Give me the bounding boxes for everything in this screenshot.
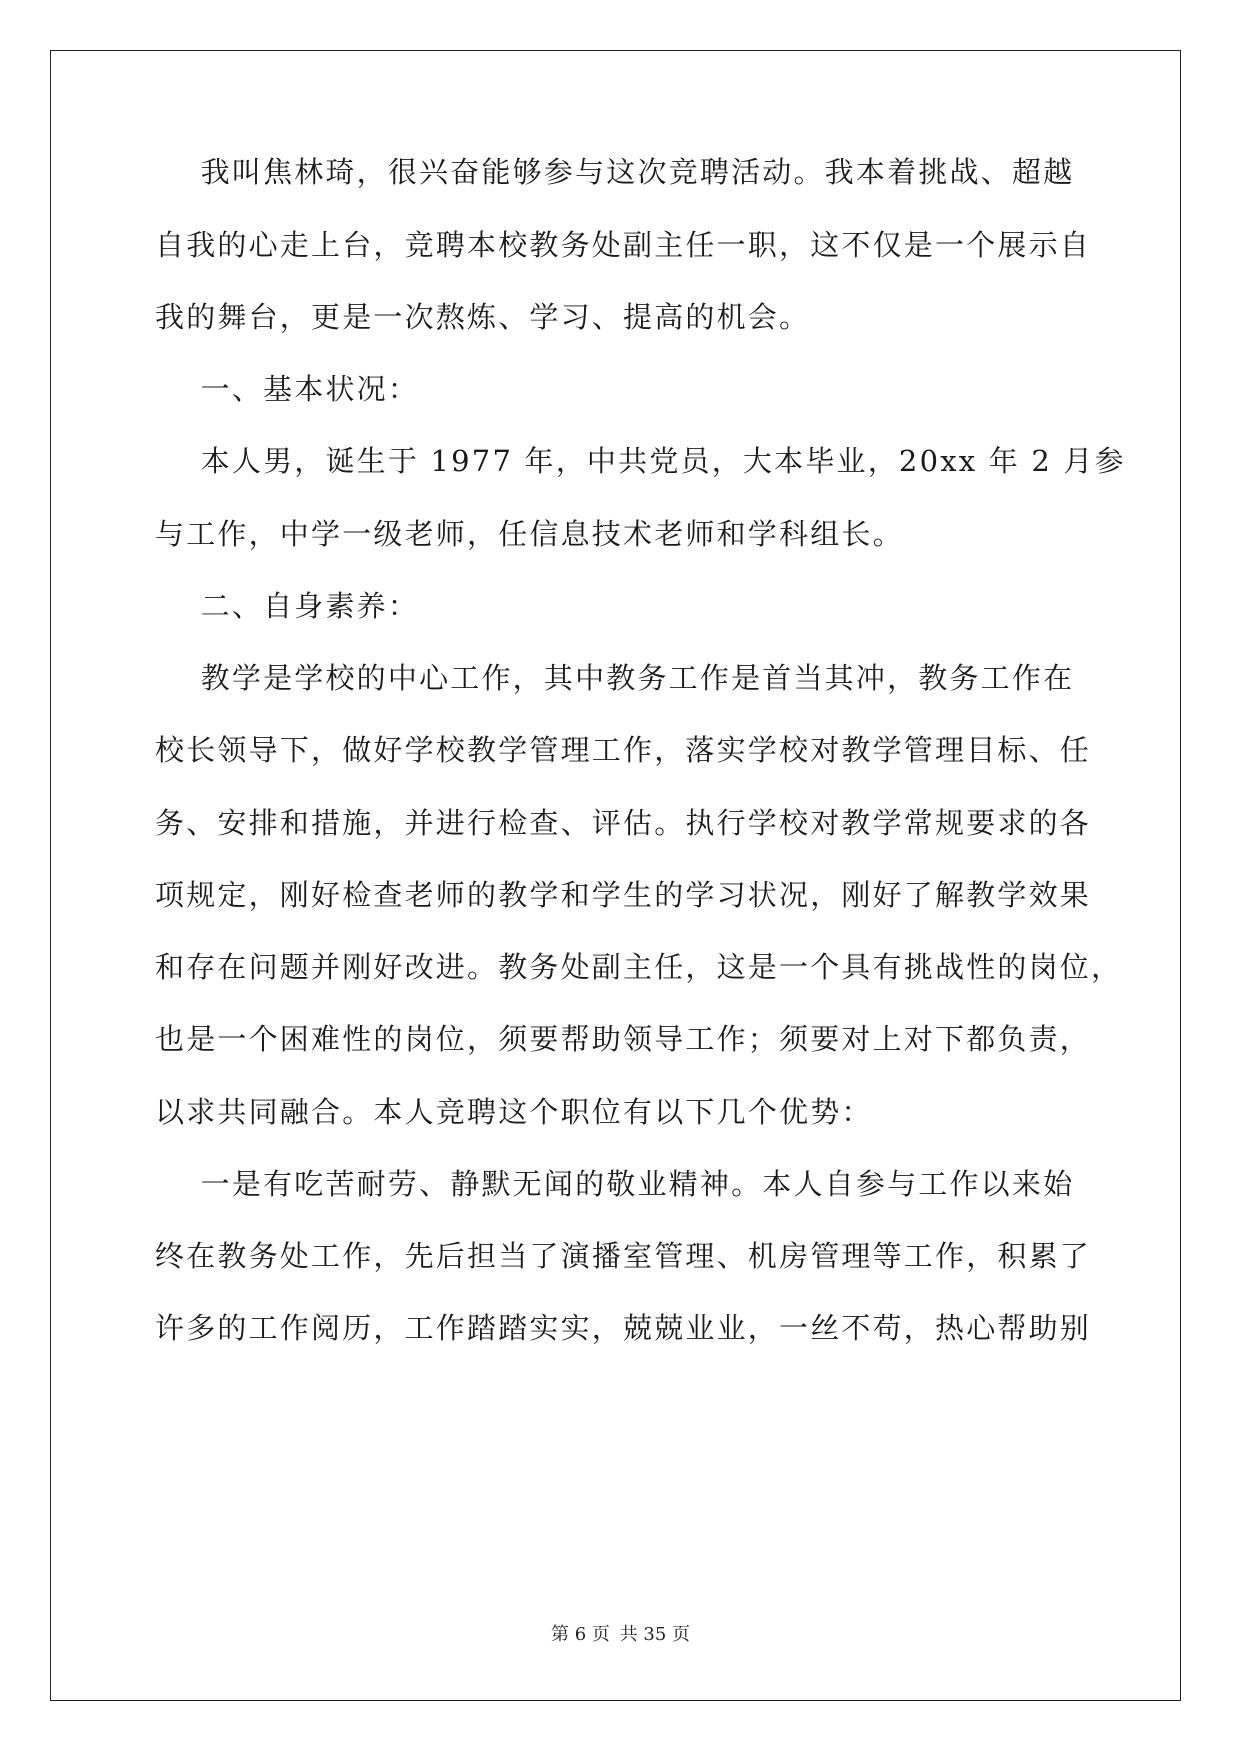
- text-line: 以求共同融合。本人竞聘这个职位有以下几个优势：: [155, 1095, 873, 1129]
- text-line: 项规定，刚好检查老师的教学和学生的学习状况，刚好了解教学效果: [155, 878, 1092, 912]
- text-line: 务、安排和措施，并进行检查、评估。执行学校对教学常规要求的各: [155, 806, 1092, 840]
- text-line: 校长领导下，做好学校教学管理工作，落实学校对教学管理目标、任: [155, 733, 1092, 767]
- section-heading: 一、基本状况：: [155, 372, 420, 406]
- text-line: 也是一个困难性的岗位，须要帮助领导工作；须要对上对下都负责，: [155, 1022, 1092, 1056]
- text-line: 终在教务处工作，先后担当了演播室管理、机房管理等工作，积累了: [155, 1239, 1092, 1273]
- text-line: 许多的工作阅历，工作踏踏实实，兢兢业业，一丝不苟，热心帮助别: [155, 1311, 1092, 1345]
- text-line: 我叫焦林琦，很兴奋能够参与这次竞聘活动。我本着挑战、超越: [155, 155, 1075, 189]
- page-number: 第 6 页: [551, 1624, 610, 1645]
- text-line: 与工作，中学一级老师，任信息技术老师和学科组长。: [155, 517, 904, 551]
- page-total: 共 35 页: [619, 1624, 690, 1645]
- text-line: 和存在问题并刚好改进。教务处副主任，这是一个具有挑战性的岗位，: [155, 950, 1123, 984]
- text-line: 本人男，诞生于 1977 年，中共党员，大本毕业，20xx 年 2 月参: [155, 444, 1126, 478]
- text-line: 一是有吃苦耐劳、静默无闻的敬业精神。本人自参与工作以来始: [155, 1167, 1075, 1201]
- text-line: 我的舞台，更是一次熬炼、学习、提高的机会。: [155, 300, 811, 334]
- text-line: 教学是学校的中心工作，其中教务工作是首当其冲，教务工作在: [155, 661, 1075, 695]
- text-line: 自我的心走上台，竞聘本校教务处副主任一职，这不仅是一个展示自: [155, 228, 1092, 262]
- section-heading: 二、自身素养：: [155, 589, 420, 623]
- page-footer: [0, 1620, 1241, 1646]
